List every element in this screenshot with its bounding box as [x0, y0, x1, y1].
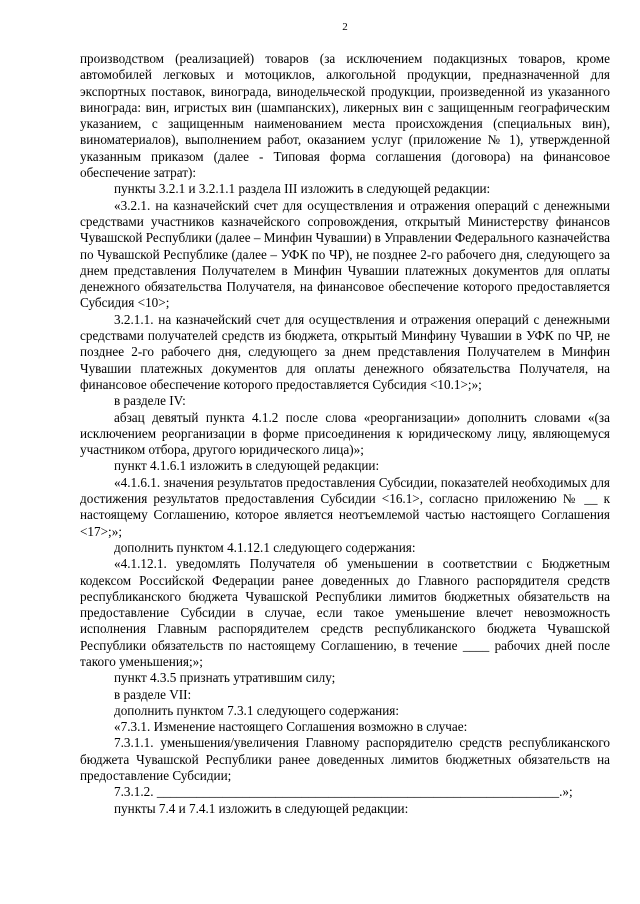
paragraph: 7.3.1.2. _____________________________________________________________.»;	[114, 784, 573, 800]
paragraph: абзац девятый пункта 4.1.2 после слова «реорганизации» дополнить словами «(за исключением реорганизации в форме присоединения к юридическому лицу, являющемуся участником отбора, другого юридического лица)»;	[80, 409, 610, 458]
paragraph: «3.2.1. на казначейский счет для осуществления и отражения операций с денежными средствами участников казначейского сопровождения, открытый Министерству финансов Чувашской Республики (далее – Минфин Чувашии) в Управлении Федерального казначейства по Чувашской Республике (далее – УФК по ЧР), не позднее 2-го рабочего дня, следующего за днем представления Получателем в Минфин Чувашии платежных документов для оплаты денежного обязательства Получателя, на финансовое обеспечение которого предоставляется Субсидия <10>;	[80, 197, 610, 311]
paragraph: пункты 3.2.1 и 3.2.1.1 раздела III изложить в следующей редакции:	[114, 181, 491, 197]
paragraph: «4.1.6.1. значения результатов предоставления Субсидии, показателей необходимых для достижения результатов предоставления Субсидии <16.1>, согласно приложению № __ к настоящему Соглашению, которое является неотъемлемой частью настоящего Соглашения <17>;»;	[80, 474, 610, 539]
paragraph: производством (реализацией) товаров (за исключением подакцизных товаров, кроме автомобилей легковых и мотоциклов, алкогольной продукции, предназначенной для экспортных поставок, винограда, винодельческой продукции, произведенной из указанного винограда: вин, игристых вин (шампанских), ликерных вин с защищенным географическим указанием, с защищенным наименованием места происхождения (специальных вин), виноматериалов), выполнением работ, оказанием услуг (приложение № 1), утвержденной указанным приказом (далее - Типовая форма соглашения (договора) на финансовое обеспечение затрат):	[80, 51, 610, 181]
paragraph: 3.2.1.1. на казначейский счет для осуществления и отражения операций с денежными средствами получателей средств из бюджета, открытый Минфину Чувашии в УФК по ЧР, не позднее 2-го рабочего дня, следующего за днем представления Получателем в Минфин Чувашии платежных документов для оплаты денежного обязательства Получателя, на финансовое обеспечение которого предоставляется Субсидия <10.1>;»;	[80, 311, 610, 392]
paragraph: дополнить пунктом 4.1.12.1 следующего содержания:	[114, 539, 416, 555]
paragraph: «4.1.12.1. уведомлять Получателя об уменьшении в соответствии с Бюджетным кодексом Российской Федерации ранее доведенных до Главного распорядителя средств республиканского бюджета Чувашской Республики лимитов бюджетных обязательств на предоставление Субсидии в случае, если такое уменьшение влечет невозможность исполнения Главным распорядителем средств республиканского бюджета Чувашской Республики обязательств по настоящему Соглашению, в течение ____ рабочих дней после такого уменьшения;»;	[80, 556, 610, 669]
document-body	[80, 51, 610, 817]
paragraph: в разделе VII:	[114, 686, 192, 702]
paragraph: пункт 4.1.6.1 изложить в следующей редакции:	[114, 458, 380, 474]
paragraph: 7.3.1.1. уменьшения/увеличения Главному распорядителю средств республиканского бюджета Чувашской Республики ранее доведенных лимитов бюджетных обязательств на предоставление Субсидии;	[80, 735, 610, 784]
paragraph: пункт 4.3.5 признать утратившим силу;	[114, 670, 336, 686]
page-number: 2	[342, 21, 348, 33]
paragraph: пункты 7.4 и 7.4.1 изложить в следующей редакции:	[114, 800, 409, 816]
paragraph: в разделе IV:	[114, 393, 186, 409]
paragraph: «7.3.1. Изменение настоящего Соглашения возможно в случае:	[114, 719, 468, 735]
paragraph: дополнить пунктом 7.3.1 следующего содержания:	[114, 702, 400, 718]
